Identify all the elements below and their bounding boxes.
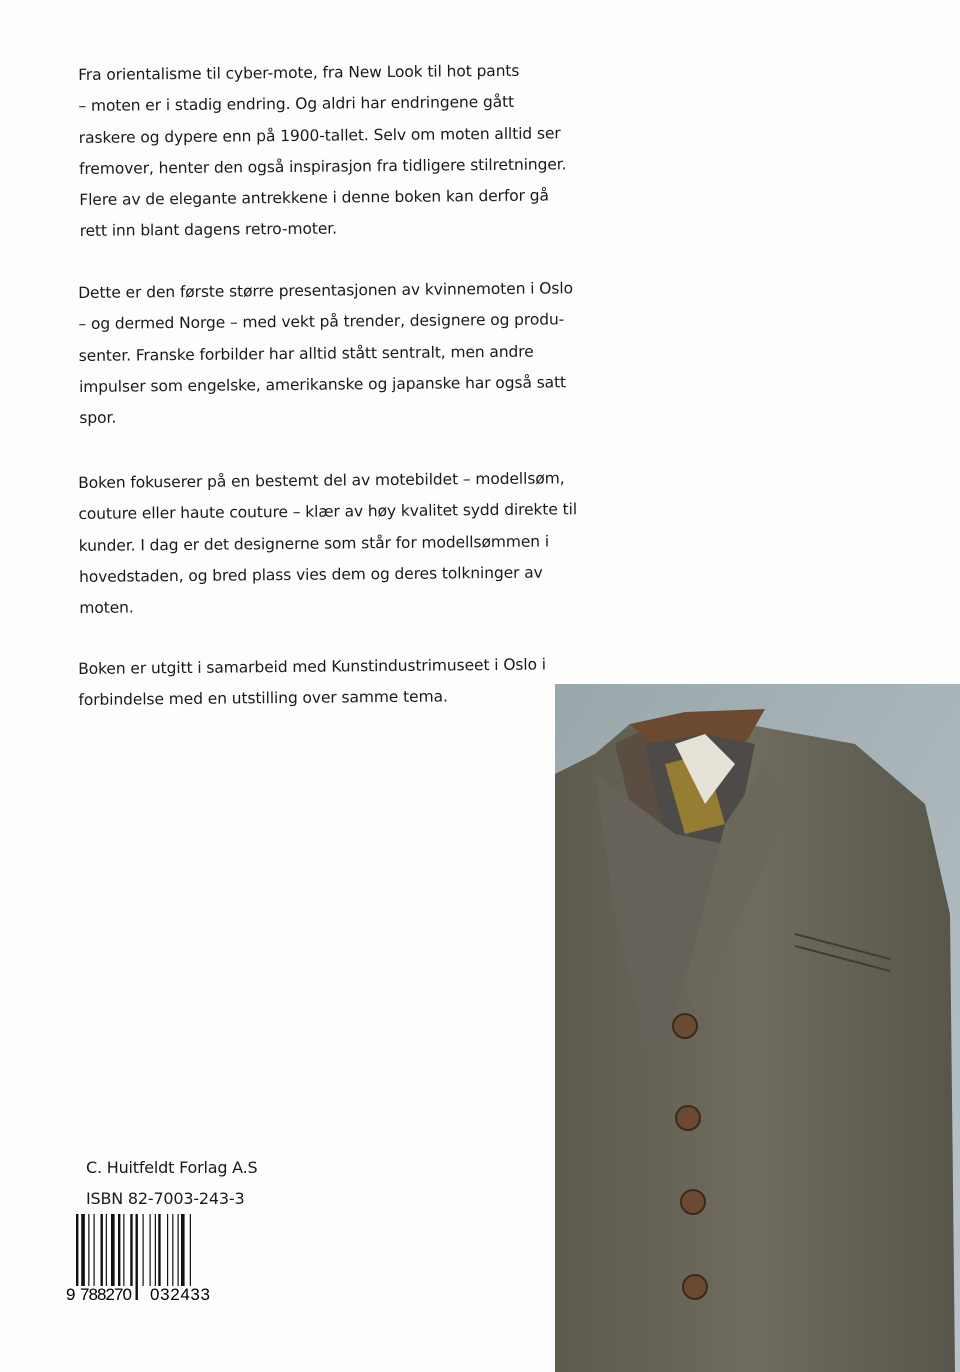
text-line: Boken er utgitt i samarbeid med Kunstindustrimuseet i Oslo i [78, 655, 547, 678]
text-line: Fra orientalisme til cyber-mote, fra New Look til hot pants [78, 61, 520, 84]
text-line: – og dermed Norge – med vekt på trender, designere og produ- [78, 310, 565, 334]
text-line: Dette er den første større presentasjonen av kvinnemoten i Oslo [78, 279, 574, 302]
barcode-first-digit: 9 [66, 1285, 76, 1304]
barcode-bar [150, 1214, 151, 1286]
text-line: impulser som engelske, amerikanske og japanske har også satt [78, 373, 567, 396]
text-line: couture eller haute couture – klær av høy kvalitet sydd direkte til [78, 500, 578, 524]
barcode-bar [181, 1214, 185, 1286]
barcode-bar [88, 1214, 89, 1286]
jacket-photo [555, 684, 960, 1372]
barcode-left-digits: 788270 [80, 1285, 132, 1304]
paragraph-collaboration [78, 649, 549, 716]
text-line: spor. [79, 408, 117, 428]
barcode-bar [167, 1214, 168, 1286]
barcode-bar [136, 1214, 138, 1300]
barcode-bar [172, 1214, 173, 1286]
barcode-bar [143, 1214, 144, 1286]
text-line: fremover, henter den også inspirasjon fra tidligere stilretninger. [78, 155, 567, 178]
paragraph-presentation [78, 273, 574, 434]
barcode-right-digits: 032433 [150, 1285, 210, 1304]
barcode-bar [111, 1214, 115, 1286]
barcode-bar [106, 1214, 107, 1286]
text-line: Boken fokuserer på en bestemt del av motebildet – modellsøm, [78, 469, 565, 492]
barcode-bar [123, 1214, 124, 1286]
publisher-name: C. Huitfeldt Forlag A.S [86, 1158, 258, 1177]
paragraph-focus [78, 463, 578, 624]
text-line: kunder. I dag er det designerne som står for modellsømmen i [78, 532, 550, 555]
barcode-bar [155, 1214, 156, 1286]
text-line: Flere av de elegante antrekkene i denne boken kan derfor gå [79, 186, 549, 210]
isbn-number: ISBN 82-7003-243-3 [86, 1189, 245, 1208]
barcode-bar [94, 1214, 95, 1286]
paragraph-intro [78, 55, 567, 247]
text-line: raskere og dypere enn på 1900-tallet. Selv om moten alltid ser [78, 123, 561, 147]
text-line: senter. Franske forbilder har alltid stått sentralt, men andre [78, 342, 534, 365]
text-line: – moten er i stadig endring. Og aldri har endringene gått [78, 93, 515, 116]
barcode-bar [178, 1214, 179, 1286]
barcode-bar [101, 1214, 103, 1286]
text-line: rett inn blant dagens retro-moter. [79, 220, 337, 241]
text-line: moten. [79, 598, 134, 618]
barcode [66, 1214, 236, 1304]
barcode-bar [130, 1214, 132, 1286]
barcode-bar [118, 1214, 120, 1286]
text-line: forbindelse med en utstilling over samme tema. [78, 687, 448, 710]
text-line: hovedstaden, og bred plass vies dem og deres tolkninger av [78, 563, 543, 586]
barcode-bar [158, 1214, 160, 1286]
